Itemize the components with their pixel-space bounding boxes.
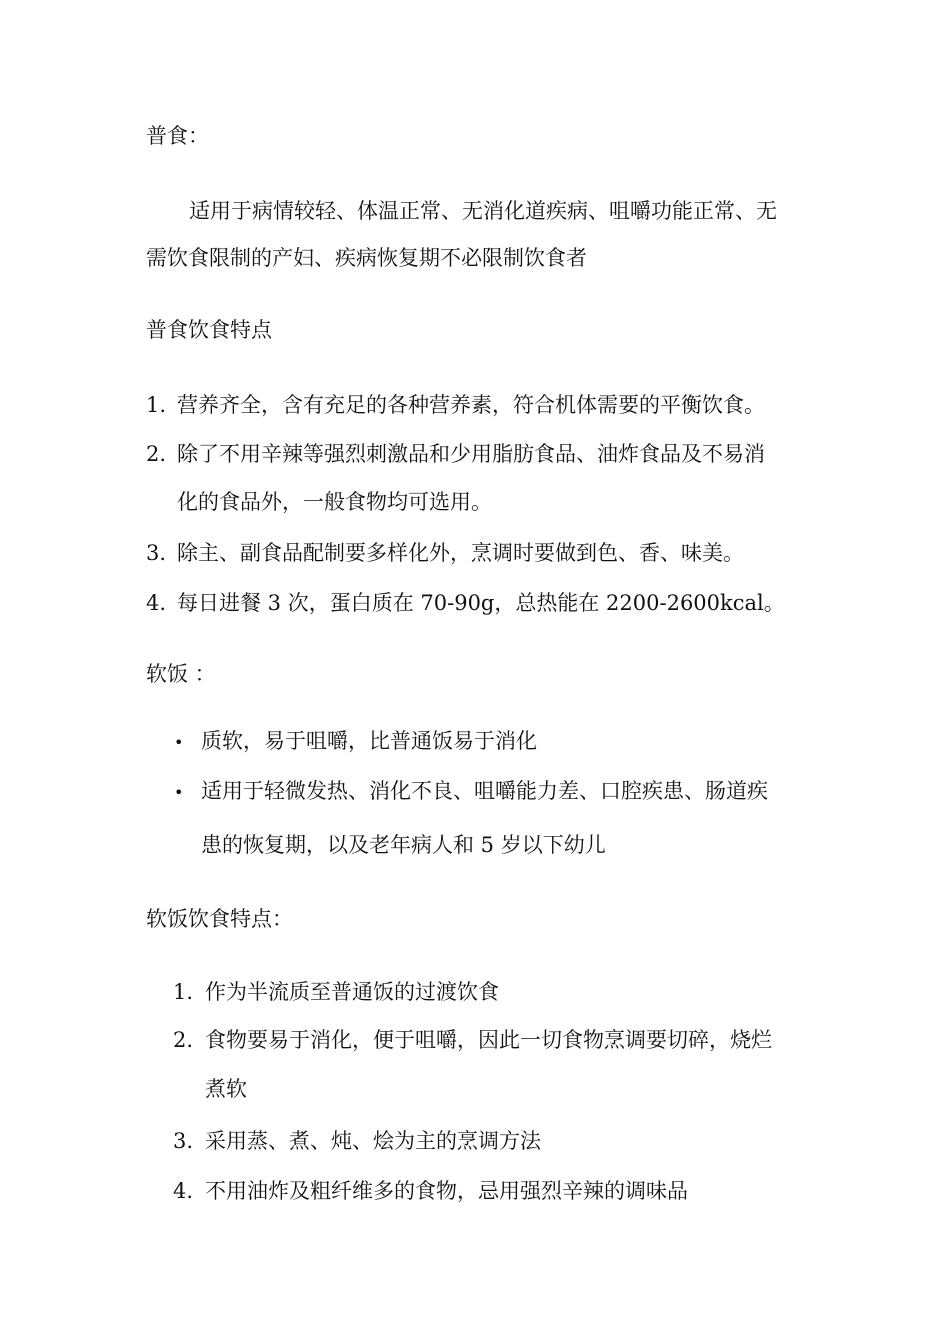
bullet-item-text: 适用于轻微发热、消化不良、咀嚼能力差、口腔疾患、肠道疾 bbox=[201, 779, 768, 803]
list-item-text: 采用蒸、煮、炖、烩为主的烹调方法 bbox=[205, 1129, 541, 1153]
list-item-text: 不用油炸及粗纤维多的食物，忌用强烈辛辣的调味品 bbox=[205, 1179, 688, 1203]
list-item-number: 3. bbox=[173, 1129, 194, 1153]
list-item-text-continuation: 化的食品外，一般食物均可选用。 bbox=[177, 490, 492, 514]
list-item-number: 2. bbox=[173, 1028, 194, 1052]
section-title-soft-diet: 软饭 ： bbox=[146, 662, 216, 686]
section-title-soft-diet-features: 软饭饮食特点： bbox=[146, 907, 293, 931]
bullet-item-text: 质软，易于咀嚼，比普通饭易于消化 bbox=[201, 729, 537, 753]
list-item-number: 3. bbox=[146, 541, 167, 565]
list-item-text: 作为半流质至普通饭的过渡饮食 bbox=[205, 980, 499, 1004]
list-item-number: 1. bbox=[173, 980, 194, 1004]
bullet-icon: • bbox=[174, 783, 184, 802]
bullet-icon: • bbox=[174, 733, 184, 752]
list-item-number: 1. bbox=[146, 393, 167, 417]
list-item-text: 除了不用辛辣等强烈刺激品和少用脂肪食品、油炸食品及不易消 bbox=[177, 442, 765, 466]
list-item-text: 每日进餐 3 次，蛋白质在 70-90g，总热能在 2200-2600kcal。 bbox=[177, 591, 785, 615]
general-diet-description-line-1: 适用于病情较轻、体温正常、无消化道疾病、咀嚼功能正常、无 bbox=[189, 199, 777, 223]
list-item-text: 食物要易于消化，便于咀嚼，因此一切食物烹调要切碎，烧烂 bbox=[205, 1028, 772, 1052]
list-item-text: 除主、副食品配制要多样化外，烹调时要做到色、香、味美。 bbox=[177, 541, 744, 565]
bullet-item-text-continuation: 患的恢复期，以及老年病人和 5 岁以下幼儿 bbox=[201, 833, 606, 857]
section-title-general-diet: 普食： bbox=[146, 124, 209, 148]
list-item-number: 4. bbox=[146, 591, 167, 615]
list-item-number: 2. bbox=[146, 442, 167, 466]
list-item-text-continuation: 煮软 bbox=[205, 1077, 247, 1101]
list-item-number: 4. bbox=[173, 1179, 194, 1203]
general-diet-description-line-2: 需饮食限制的产妇、疾病恢复期不必限制饮食者 bbox=[146, 246, 587, 270]
section-title-general-diet-features: 普食饮食特点 bbox=[146, 318, 272, 342]
list-item-text: 营养齐全，含有充足的各种营养素，符合机体需要的平衡饮食。 bbox=[177, 393, 765, 417]
